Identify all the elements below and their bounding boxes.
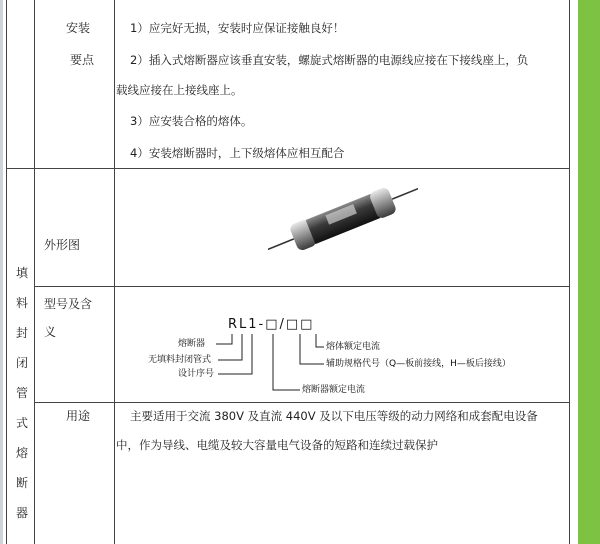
install-item-2-cont: 载线应接在上接线座上。 <box>116 83 243 97</box>
table-border-right <box>569 0 570 544</box>
usage-label: 用途 <box>66 409 91 423</box>
side-header-char: 熔 <box>15 446 28 460</box>
install-label-line2: 要点 <box>70 53 95 67</box>
column-divider-1 <box>34 0 35 544</box>
fuse-image <box>268 178 418 260</box>
model-label-line2: 义 <box>44 325 57 339</box>
side-header-char: 断 <box>15 476 28 490</box>
side-header-char: 器 <box>15 506 28 520</box>
model-label-line1: 型号及含 <box>44 297 93 311</box>
model-right-label-2: 辅助规格代号（Q—板前接线，H—板后接线） <box>326 359 511 369</box>
side-header-char: 料 <box>15 296 28 310</box>
model-left-label-2: 无填料封闭管式 <box>148 355 212 365</box>
model-left-label-1: 熔断器 <box>178 339 206 349</box>
usage-line-2: 中，作为导线、电缆及较大容量电气设备的短路和连续过载保护 <box>116 438 438 452</box>
side-header-char: 填 <box>15 266 28 280</box>
side-header-char: 管 <box>15 386 28 400</box>
row-divider-2 <box>34 286 570 287</box>
model-code: RL1-□/□□ <box>228 317 315 332</box>
row-divider-1 <box>6 168 570 169</box>
model-right-label-3: 熔断器额定电流 <box>302 385 366 395</box>
install-item-2: 2）插入式熔断器应该垂直安装，螺旋式熔断器的电源线应接在下接线座上，负 <box>130 53 529 67</box>
install-item-3: 3）应安装合格的熔体。 <box>130 114 253 128</box>
fuse-illustration <box>268 178 418 260</box>
appearance-label: 外形图 <box>44 238 81 252</box>
table-border-left <box>6 0 7 544</box>
side-header-char: 封 <box>15 326 28 340</box>
side-header-char: 式 <box>15 416 28 430</box>
install-label-line1: 安装 <box>66 21 91 35</box>
usage-line-1: 主要适用于交流 380V 及直流 440V 及以下电压等级的动力网络和成套配电设备 <box>130 409 538 423</box>
page-edge <box>0 0 3 544</box>
model-right-label-1: 熔体额定电流 <box>326 342 381 352</box>
fuse-spec-table <box>6 0 572 544</box>
row-divider-3 <box>34 402 570 403</box>
column-divider-2 <box>114 0 115 544</box>
model-left-label-3: 设计序号 <box>178 369 215 379</box>
install-item-1: 1）应完好无损，安装时应保证接触良好！ <box>130 21 345 35</box>
install-item-4: 4）安装熔断器时，上下级熔体应相互配合 <box>130 146 345 160</box>
side-header-char: 闭 <box>15 356 28 370</box>
decorative-green-bar <box>578 0 600 544</box>
